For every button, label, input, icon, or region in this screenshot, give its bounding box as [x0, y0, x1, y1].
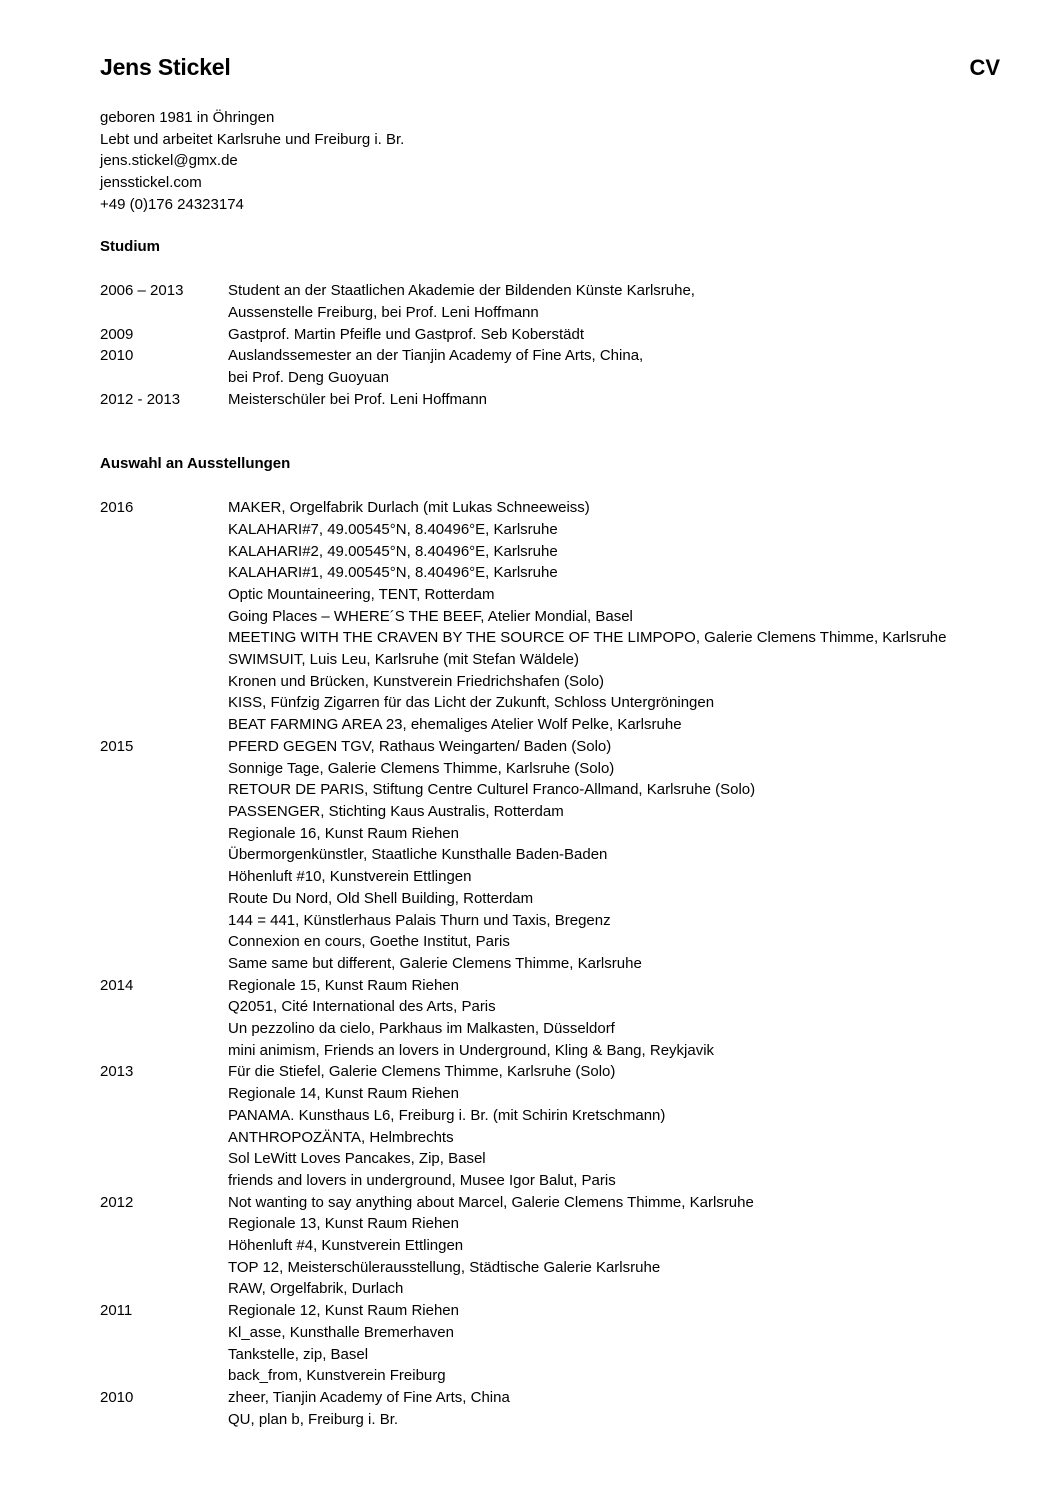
row-entry: Regionale 14, Kunst Raum Riehen	[228, 1085, 459, 1103]
row-entries	[228, 280, 1000, 323]
row-entry: friends and lovers in underground, Musee Igor Balut, Paris	[228, 1171, 616, 1189]
row-entry: back_from, Kunstverein Freiburg	[228, 1367, 446, 1385]
cv-row	[100, 1387, 1000, 1430]
row-entry: Auslandssemester an der Tianjin Academy of Fine Arts, China,	[228, 347, 644, 365]
row-entry: SWIMSUIT, Luis Leu, Karlsruhe (mit Stefan Wäldele)	[228, 651, 579, 669]
row-entries	[228, 1061, 1000, 1191]
row-entry: Regionale 15, Kunst Raum Riehen	[228, 976, 459, 994]
row-entries	[228, 736, 1000, 975]
row-entry: KISS, Fünfzig Zigarren für das Licht der Zukunft, Schloss Untergröningen	[228, 694, 715, 712]
row-period: 2013	[100, 1063, 134, 1081]
row-entry: ANTHROPOZÄNTA, Helmbrechts	[228, 1128, 454, 1146]
row-period: 2010	[100, 1388, 134, 1406]
row-period: 2011	[100, 1302, 133, 1320]
row-entry: MAKER, Orgelfabrik Durlach (mit Lukas Schneeweiss)	[228, 499, 590, 517]
row-entry: KALAHARI#2, 49.00545°N, 8.40496°E, Karlsruhe	[228, 542, 558, 560]
sections-container	[100, 236, 1000, 1431]
row-entry: Aussenstelle Freiburg, bei Prof. Leni Hoffmann	[228, 303, 539, 321]
row-entry: RETOUR DE PARIS, Stiftung Centre Culturel Franco-Allmand, Karlsruhe (Solo)	[228, 781, 756, 799]
contact-line-website: jensstickel.com	[100, 174, 202, 192]
row-entry: Regionale 12, Kunst Raum Riehen	[228, 1302, 459, 1320]
contact-line-residence: Lebt und arbeitet Karlsruhe und Freiburg i. Br.	[100, 130, 405, 148]
row-period: 2009	[100, 325, 134, 343]
row-entry: Connexion en cours, Goethe Institut, Paris	[228, 933, 510, 951]
row-entry: TOP 12, Meisterschülerausstellung, Städtische Galerie Karlsruhe	[228, 1258, 661, 1276]
cv-row	[100, 324, 1000, 346]
cv-row	[100, 280, 1000, 323]
cv-row	[100, 497, 1000, 736]
row-entry: Route Du Nord, Old Shell Building, Rotterdam	[228, 889, 534, 907]
row-entry: Übermorgenkünstler, Staatliche Kunsthalle Baden-Baden	[228, 846, 608, 864]
row-entry: Regionale 13, Kunst Raum Riehen	[228, 1215, 459, 1233]
cv-label: CV	[969, 55, 1000, 80]
row-entry: Kl_asse, Kunsthalle Bremerhaven	[228, 1323, 454, 1341]
row-entry: 144 = 441, Künstlerhaus Palais Thurn und Taxis, Bregenz	[228, 911, 611, 929]
contact-line-phone: +49 (0)176 24323174	[100, 195, 244, 213]
cv-row	[100, 975, 1000, 1062]
row-entries	[228, 389, 1000, 411]
row-period: 2012 - 2013	[100, 390, 181, 408]
row-entry: Sonnige Tage, Galerie Clemens Thimme, Karlsruhe (Solo)	[228, 759, 615, 777]
row-entry: BEAT FARMING AREA 23, ehemaliges Atelier Wolf Pelke, Karlsruhe	[228, 716, 682, 734]
artist-name: Jens Stickel	[100, 54, 231, 80]
section-rows	[100, 280, 1000, 410]
row-entry: mini animism, Friends an lovers in Underground, Kling & Bang, Reykjavik	[228, 1041, 715, 1059]
row-period: 2012	[100, 1193, 134, 1211]
contact-line-email: jens.stickel@gmx.de	[100, 152, 238, 170]
row-entry: Regionale 16, Kunst Raum Riehen	[228, 824, 459, 842]
row-entry: Für die Stiefel, Galerie Clemens Thimme, Karlsruhe (Solo)	[228, 1063, 616, 1081]
row-entry: Höhenluft #4, Kunstverein Ettlingen	[228, 1237, 464, 1255]
contact-block	[100, 107, 1000, 216]
row-entry: KALAHARI#1, 49.00545°N, 8.40496°E, Karlsruhe	[228, 564, 558, 582]
row-entry: Going Places – WHERE´S THE BEEF, Atelier Mondial, Basel	[228, 607, 633, 625]
section-rows	[100, 497, 1000, 1430]
row-entry: Gastprof. Martin Pfeifle und Gastprof. Seb Koberstädt	[228, 325, 585, 343]
row-entries	[228, 1387, 1000, 1430]
document-header	[100, 54, 1000, 81]
cv-section	[100, 453, 1000, 1430]
cv-row	[100, 345, 1000, 388]
row-entry: Optic Mountaineering, TENT, Rotterdam	[228, 585, 495, 603]
row-period: 2014	[100, 976, 134, 994]
row-period: 2015	[100, 737, 134, 755]
cv-row	[100, 1061, 1000, 1191]
row-entry: PANAMA. Kunsthaus L6, Freiburg i. Br. (mit Schirin Kretschmann)	[228, 1106, 666, 1124]
row-entry: MEETING WITH THE CRAVEN BY THE SOURCE OF THE LIMPOPO, Galerie Clemens Thimme, Karlsruhe	[228, 629, 947, 647]
cv-row	[100, 736, 1000, 975]
row-entries	[228, 1300, 1000, 1387]
row-entries	[228, 497, 1000, 736]
row-entry: Meisterschüler bei Prof. Leni Hoffmann	[228, 390, 488, 408]
section-title: Auswahl an Ausstellungen	[100, 455, 291, 473]
row-entries	[228, 324, 1000, 346]
row-entry: bei Prof. Deng Guoyuan	[228, 369, 389, 387]
row-period: 2006 – 2013	[100, 282, 184, 300]
row-entry: PFERD GEGEN TGV, Rathaus Weingarten/ Baden (Solo)	[228, 737, 612, 755]
row-entry: Sol LeWitt Loves Pancakes, Zip, Basel	[228, 1150, 486, 1168]
section-title: Studium	[100, 237, 160, 255]
row-entry: RAW, Orgelfabrik, Durlach	[228, 1280, 404, 1298]
cv-row	[100, 389, 1000, 411]
row-period: 2010	[100, 347, 134, 365]
row-entries	[228, 345, 1000, 388]
row-entry: Tankstelle, zip, Basel	[228, 1345, 369, 1363]
row-period: 2016	[100, 499, 134, 517]
row-entry: Höhenluft #10, Kunstverein Ettlingen	[228, 868, 472, 886]
contact-line-born: geboren 1981 in Öhringen	[100, 109, 275, 126]
row-entry: KALAHARI#7, 49.00545°N, 8.40496°E, Karlsruhe	[228, 520, 558, 538]
row-entry: PASSENGER, Stichting Kaus Australis, Rotterdam	[228, 802, 564, 820]
cv-section	[100, 236, 1000, 411]
row-entries	[228, 975, 1000, 1062]
row-entry: Q2051, Cité International des Arts, Paris	[228, 998, 496, 1016]
row-entry: Same same but different, Galerie Clemens Thimme, Karlsruhe	[228, 954, 642, 972]
cv-row	[100, 1300, 1000, 1387]
row-entries	[228, 1192, 1000, 1301]
row-entry: Kronen und Brücken, Kunstverein Friedrichshafen (Solo)	[228, 672, 605, 690]
row-entry: Student an der Staatlichen Akademie der Bildenden Künste Karlsruhe,	[228, 282, 695, 300]
row-entry: Un pezzolino da cielo, Parkhaus im Malkasten, Düsseldorf	[228, 1020, 615, 1038]
cv-row	[100, 1192, 1000, 1301]
row-entry: QU, plan b, Freiburg i. Br.	[228, 1410, 399, 1428]
row-entry: Not wanting to say anything about Marcel, Galerie Clemens Thimme, Karlsruhe	[228, 1193, 754, 1211]
row-entry: zheer, Tianjin Academy of Fine Arts, China	[228, 1388, 510, 1406]
